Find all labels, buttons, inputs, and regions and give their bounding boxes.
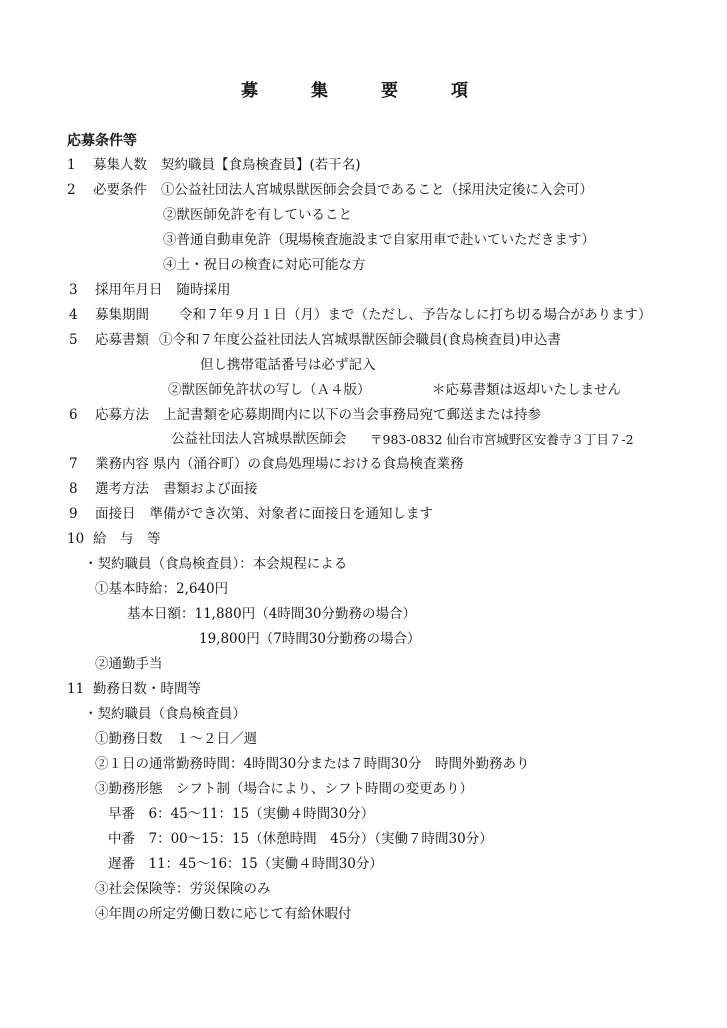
item-10	[67, 530, 175, 548]
item-10-commute: ②通勤手当	[95, 656, 163, 672]
item-2-line-4: ④土・祝日の検査に対応可能な方	[163, 257, 366, 273]
item-11-insurance: ③社会保険等：労災保険のみ	[95, 881, 271, 897]
item-5-note-phone: 但し携帯電話番号は必ず記入	[200, 357, 376, 373]
item-7	[69, 455, 464, 473]
item-11-work-hours: ②１日の通常勤務時間：4時間30分または７時間30分 時間外勤務あり	[95, 756, 530, 772]
item-number: 4	[69, 307, 78, 323]
item-11-paid-leave: ④年間の所定労働日数に応じて有給休暇付	[95, 906, 352, 922]
item-number: 6	[69, 407, 78, 423]
item-number: 5	[69, 332, 78, 348]
item-3	[69, 281, 231, 299]
item-text: 随時採用	[176, 282, 231, 298]
item-text: 書類および面接	[163, 481, 258, 497]
item-number: 9	[69, 506, 78, 522]
item-label: 業務内容	[95, 456, 149, 472]
section-heading: 応募条件等	[67, 133, 137, 149]
shift-middle: 中番 7：00～15：15（休憩時間 45分）（実働７時間30分）	[108, 831, 493, 847]
item-label: 応募書類	[95, 332, 149, 348]
item-text: 県内（涌谷町）の食鳥処理場における食鳥検査業務	[153, 456, 464, 472]
item-6-organization: 公益社団法人宮城県獣医師会	[171, 431, 347, 447]
item-5-license-copy: ②獣医師免許状の写し（Ａ４版）	[168, 382, 371, 398]
item-5	[69, 331, 561, 349]
item-number: 3	[69, 282, 78, 298]
item-text: ①公益社団法人宮城県獣医師会会員であること（採用決定後に入会可）	[161, 182, 593, 198]
item-number: 1	[67, 157, 76, 173]
item-label: 勤務日数・時間等	[93, 681, 201, 697]
item-2	[67, 181, 593, 199]
item-8	[69, 480, 258, 498]
item-6	[69, 406, 541, 424]
item-text: 上記書類を応募期間内に以下の当会事務局宛て郵送または持参	[163, 407, 541, 423]
item-6-address: 〒983-0832 仙台市宮城野区安養寺３丁目７-2	[370, 432, 634, 447]
item-text: 準備ができ次第、対象者に面接日を通知します	[149, 506, 433, 522]
item-number: 2	[67, 182, 76, 198]
item-number: 10	[67, 531, 85, 547]
shift-late: 遅番 11：45～16：15（実働４時間30分）	[108, 856, 383, 872]
item-10-daily-wage-1: 基本日額：11,880円（4時間30分勤務の場合）	[127, 606, 417, 622]
item-number: 8	[69, 481, 78, 497]
item-text: ①令和７年度公益社団法人宮城県獣医師会職員(食鳥検査員)申込書	[159, 332, 562, 348]
item-2-line-2: ②獣医師免許を有していること	[163, 207, 352, 223]
item-11-work-form: ③勤務形態 シフト制（場合により、シフト時間の変更あり）	[95, 781, 473, 797]
item-11	[67, 680, 215, 698]
item-label: 募集期間	[95, 307, 149, 323]
item-text: 契約職員【食鳥検査員】(若干名)	[161, 157, 361, 173]
item-10-contract-staff: ・契約職員（食鳥検査員）：本会規程による	[84, 556, 348, 572]
item-11-contract-staff: ・契約職員（食鳥検査員）	[84, 706, 246, 722]
shift-early: 早番 6：45～11：15（実働４時間30分）	[108, 806, 375, 822]
item-4	[69, 306, 652, 324]
item-9	[69, 505, 433, 523]
item-text: 令和７年９月１日（月）まで（ただし、予告なしに打ち切る場合があります）	[179, 307, 652, 323]
item-10-hourly-wage: ①基本時給：2,640円	[95, 581, 229, 597]
item-label: 採用年月日	[95, 282, 163, 298]
item-2-line-3: ③普通自動車免許（現場検査施設まで自家用車で赴いていただきます）	[163, 232, 595, 248]
item-label: 選考方法	[95, 481, 149, 497]
item-11-work-days: ①勤務日数 １～２日／週	[95, 731, 257, 747]
item-number: 11	[67, 681, 85, 697]
item-label: 面接日	[95, 506, 136, 522]
item-label: 募集人数	[93, 157, 147, 173]
item-label: 必要条件	[93, 182, 147, 198]
page-title: 募 集 要 項	[241, 81, 486, 101]
item-label: 応募方法	[95, 407, 149, 423]
item-number: 7	[69, 456, 78, 472]
item-1	[67, 156, 361, 174]
item-5-return-note: ＊応募書類は返却いたしません	[432, 382, 621, 398]
item-label: 給 与 等	[93, 531, 161, 547]
item-10-daily-wage-2: 19,800円（7時間30分勤務の場合）	[199, 631, 421, 647]
